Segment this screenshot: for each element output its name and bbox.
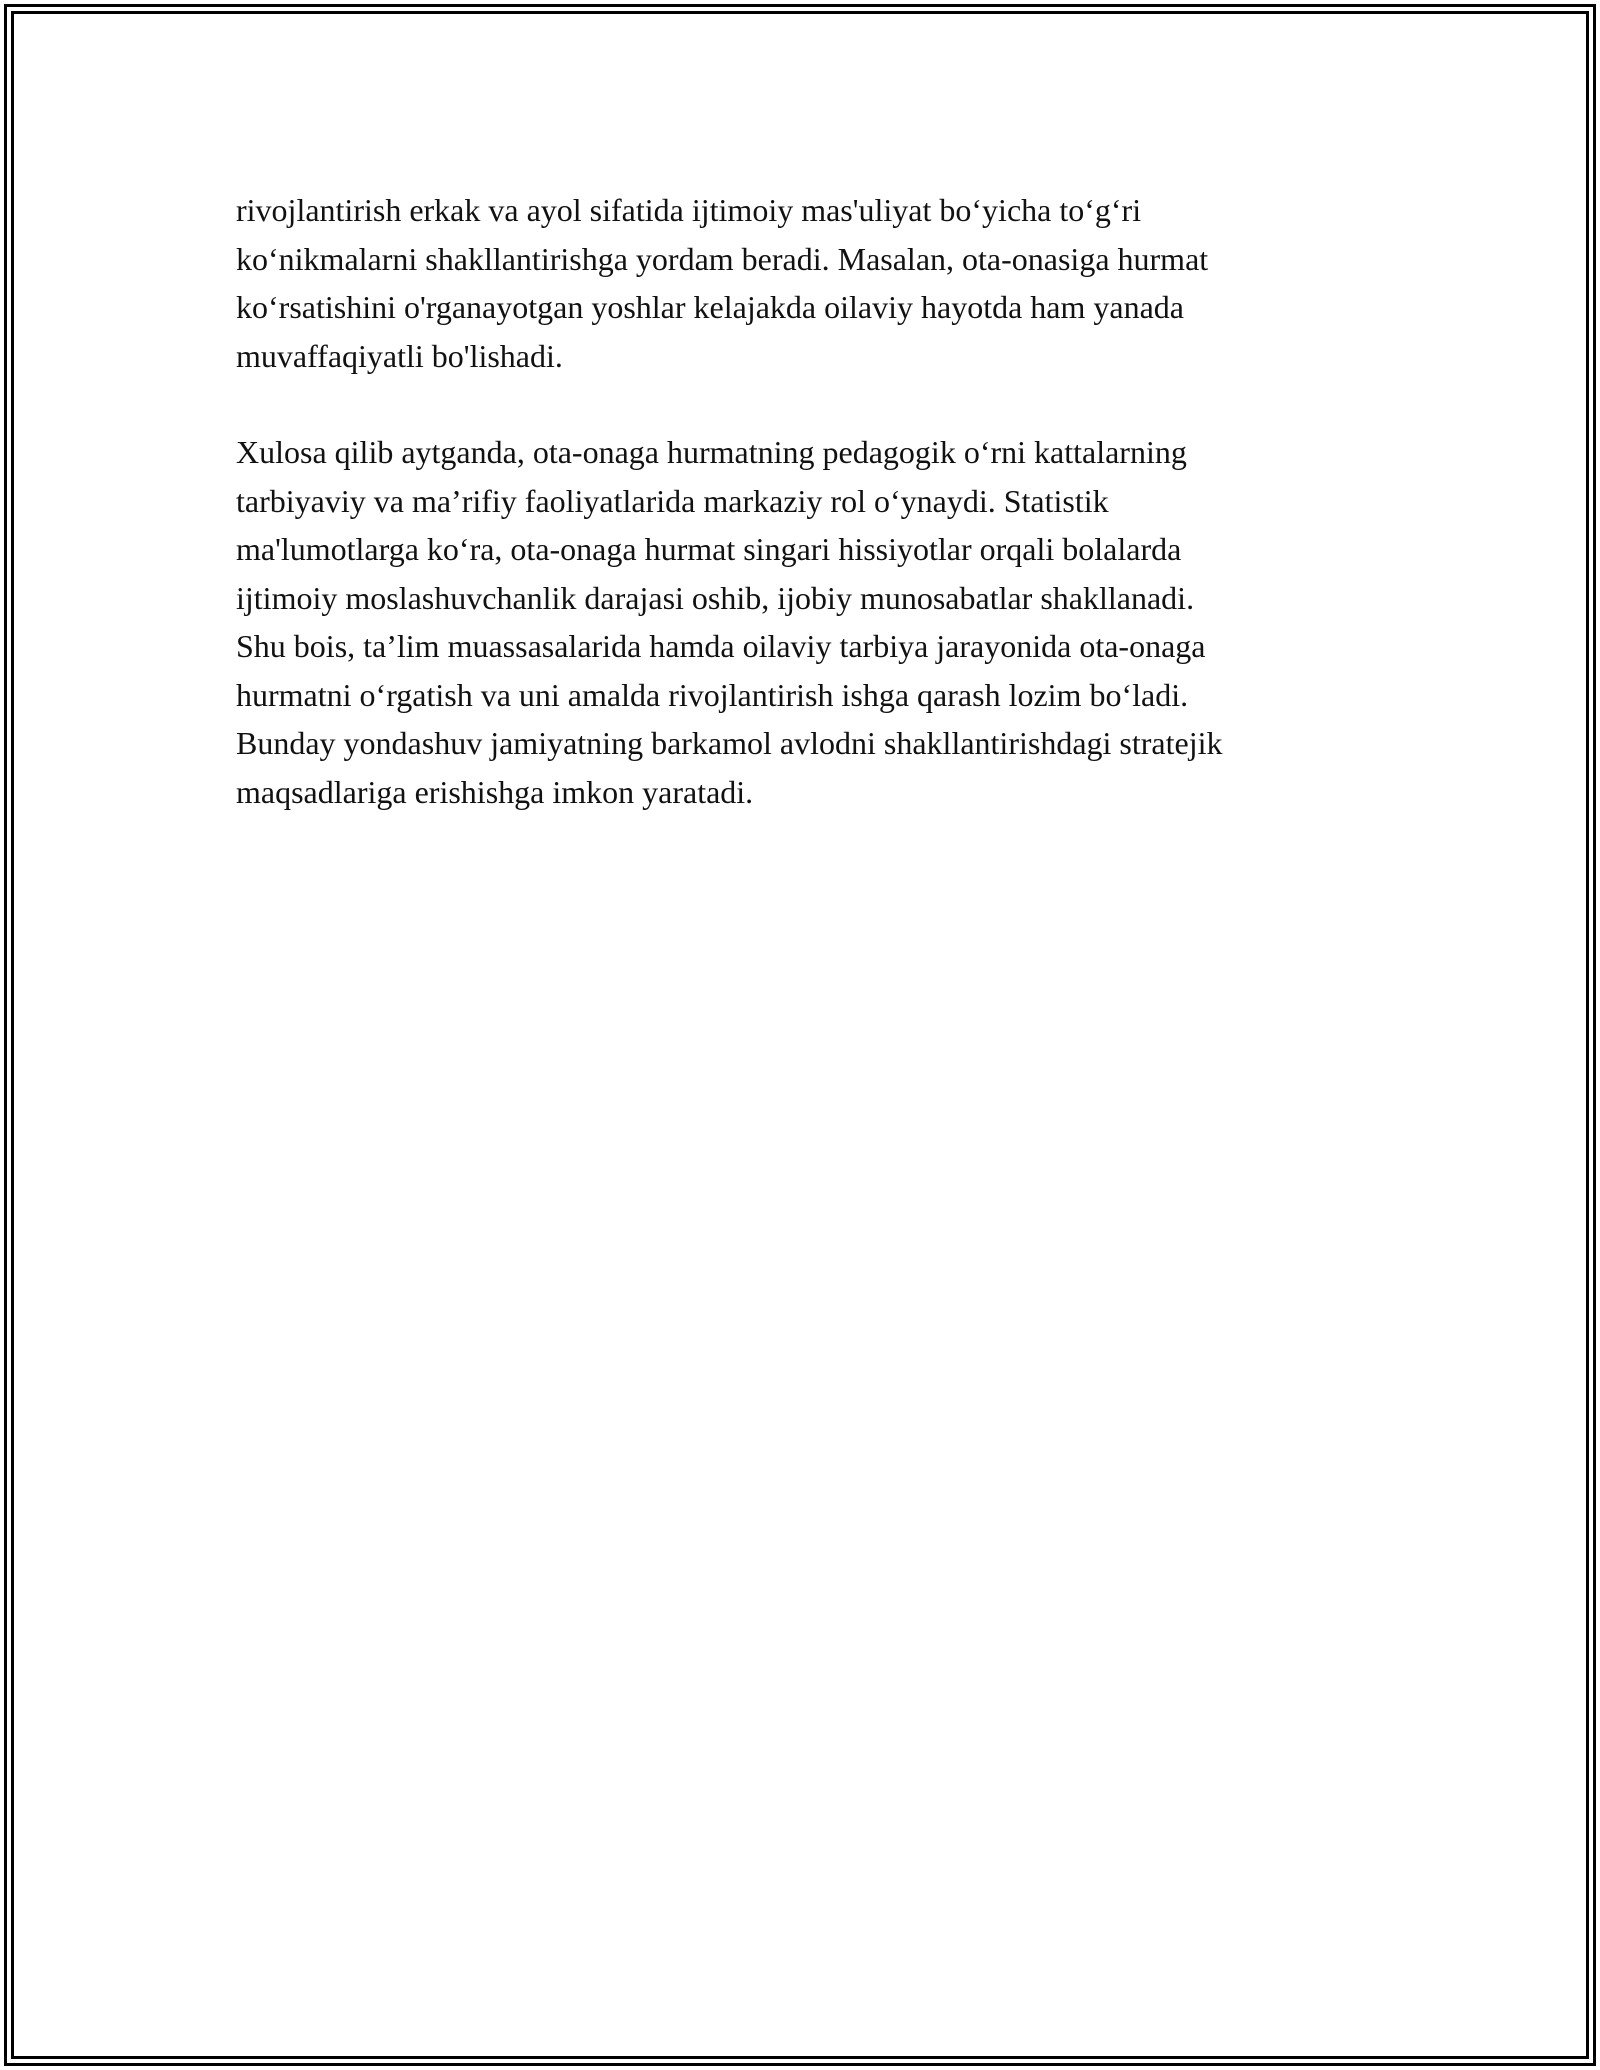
text-line: ijtimoiy moslashuvchanlik darajasi oshib, ijobiy munosabatlar shakllanadi.: [236, 579, 1195, 616]
text-line: hurmatni o‘rgatish va uni amalda rivojlantirish ishga qarash lozim bo‘ladi.: [236, 676, 1189, 713]
text-line: rivojlantirish erkak va ayol sifatida ijtimoiy mas'uliyat bo‘yicha to‘g‘ri: [236, 192, 1142, 228]
text-line: muvaffaqiyatli bo'lishadi.: [236, 337, 563, 374]
text-line: ma'lumotlarga ko‘ra, ota-onaga hurmat singari hissiyotlar orqali bolalarda: [236, 531, 1182, 567]
paragraph-2: [236, 428, 1416, 816]
text-line: ko‘rsatishini o'rganayotgan yoshlar kelajakda oilaviy hayotda ham yanada: [236, 289, 1184, 325]
document-body: [236, 186, 1416, 816]
text-line: tarbiyaviy va ma’rifiy faoliyatlarida markaziy rol o‘ynaydi. Statistik: [236, 482, 1109, 519]
text-line: ko‘nikmalarni shakllantirishga yordam beradi. Masalan, ota-onasiga hurmat: [236, 240, 1209, 277]
text-line: maqsadlariga erishishga imkon yaratadi.: [236, 773, 754, 810]
text-line: Bunday yondashuv jamiyatning barkamol avlodni shakllantirishdagi stratejik: [236, 725, 1223, 761]
text-line: Shu bois, ta’lim muassasalarida hamda oilaviy tarbiya jarayonida ota-onaga: [236, 628, 1206, 664]
paragraph-1: [236, 186, 1416, 380]
text-line: Xulosa qilib aytganda, ota-onaga hurmatning pedagogik o‘rni kattalarning: [236, 434, 1187, 470]
